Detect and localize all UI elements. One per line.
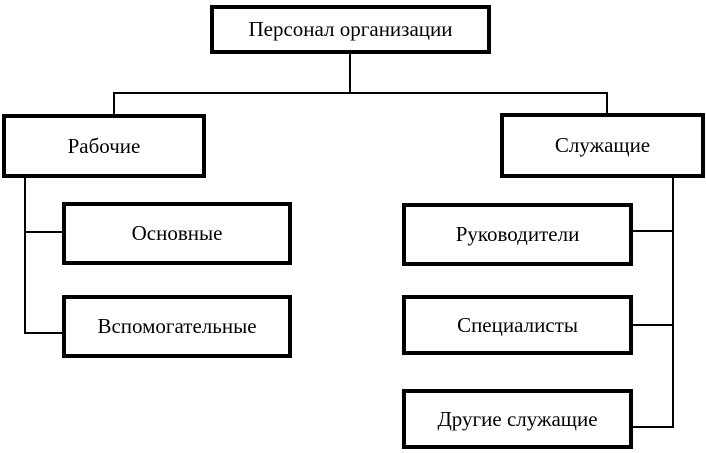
node-managers <box>402 203 633 266</box>
connector-employees-rail <box>631 176 673 427</box>
node-workers <box>2 114 206 178</box>
node-personnel-organization <box>210 5 491 54</box>
node-auxiliary-workers <box>62 295 292 358</box>
node-other-employees-label: Другие служащие <box>437 406 598 431</box>
node-main-workers-label: Основные <box>131 221 223 245</box>
node-specialists-label: Специалисты <box>457 312 578 337</box>
node-employees <box>500 113 705 178</box>
node-workers-label: Рабочие <box>67 133 141 158</box>
connector-workers-rail <box>25 175 64 333</box>
node-main-workers <box>62 202 292 265</box>
node-employees-label: Служащие <box>554 133 651 157</box>
node-managers-label: Руководители <box>455 222 580 246</box>
node-other-employees <box>402 389 633 449</box>
node-personnel-organization-label: Персонал организации <box>248 17 453 41</box>
node-auxiliary-workers-label: Вспомогательные <box>97 314 257 338</box>
node-specialists <box>402 295 633 355</box>
